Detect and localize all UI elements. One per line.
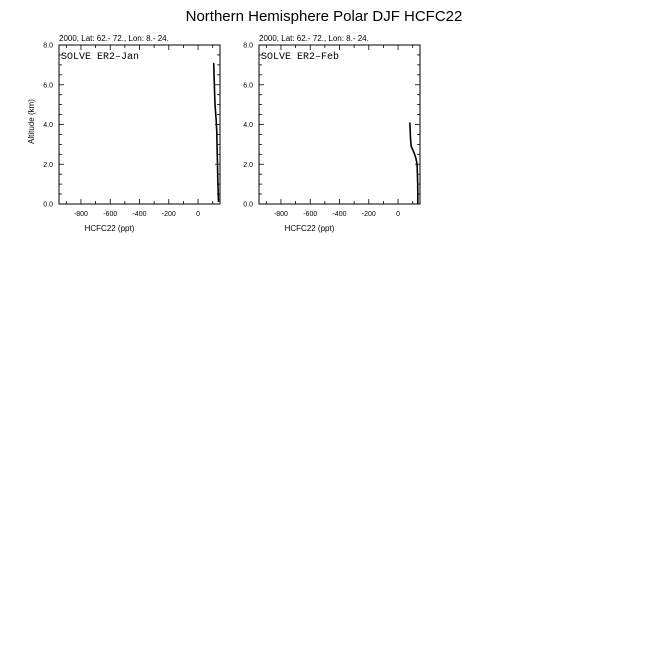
y-axis-label: Altitude (km)	[27, 99, 36, 144]
y-tick-label: 4.0	[243, 122, 253, 129]
x-tick-label: 0	[196, 211, 200, 218]
main-title: Northern Hemisphere Polar DJF HCFC22	[185, 8, 463, 25]
y-tick-label: 2.0	[243, 161, 253, 169]
y-tick-label: 6.0	[43, 82, 53, 90]
x-tick-label: -600	[303, 211, 318, 218]
y-tick-label: 8.0	[243, 42, 253, 50]
series-label: SOLVE ER2–Feb	[261, 52, 340, 63]
y-tick-label: 2.0	[43, 161, 53, 169]
x-tick-label: -600	[103, 211, 118, 218]
x-tick-label: -800	[273, 211, 288, 218]
x-tick-label: -800	[73, 211, 88, 218]
panel-subtitle: 2000, Lat: 62.- 72., Lon: 8.- 24.	[59, 34, 169, 43]
x-tick-label: -200	[361, 211, 376, 218]
y-tick-label: 0.0	[243, 201, 253, 209]
x-tick-label: 0	[396, 211, 400, 218]
x-axis-label: HCFC22 (ppt)	[84, 224, 135, 233]
panel-subtitle: 2000, Lat: 62.- 72., Lon: 8.- 24.	[259, 34, 369, 43]
y-tick-label: 4.0	[43, 122, 53, 129]
x-axis-label: HCFC22 (ppt)	[284, 224, 335, 233]
x-tick-label: -400	[332, 211, 347, 218]
x-tick-label: -400	[132, 211, 147, 218]
series-label: SOLVE ER2–Jan	[61, 52, 140, 63]
x-tick-label: -200	[161, 211, 176, 218]
profile-line	[410, 123, 418, 205]
y-tick-label: 6.0	[243, 82, 253, 90]
plot-frame	[259, 45, 420, 204]
y-tick-label: 0.0	[43, 201, 53, 209]
y-tick-label: 8.0	[43, 42, 53, 50]
